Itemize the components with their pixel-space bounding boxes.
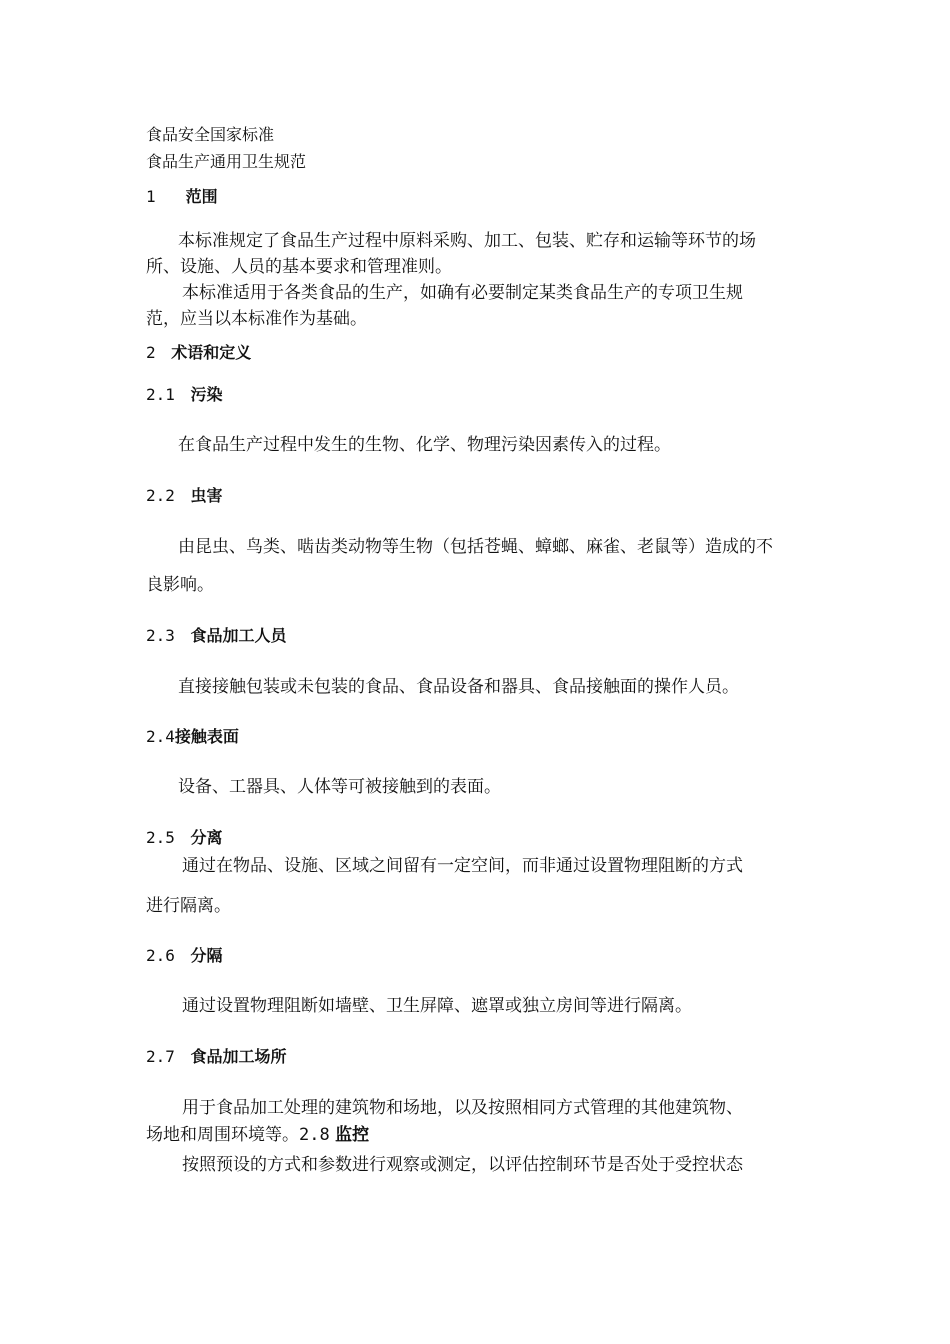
paragraph-line: 按照预设的方式和参数进行观察或测定，以评估控制环节是否处于受控状态 [182, 1155, 743, 1175]
section-2-5-heading [146, 830, 223, 846]
section-title: 污染 [190, 385, 223, 404]
paragraph-line: 设备、工器具、人体等可被接触到的表面。 [178, 777, 501, 797]
section-title: 食品加工场所 [190, 1047, 287, 1066]
section-2-8-number: 2.8 [299, 1125, 330, 1145]
section-number: 2.1 [146, 385, 175, 404]
section-number: 2.3 [146, 626, 175, 645]
section-title: 分隔 [190, 946, 223, 965]
standard-category: 食品安全国家标准 [146, 125, 275, 144]
section-2-heading [146, 345, 251, 361]
paragraph-line: 所、设施、人员的基本要求和管理准则。 [146, 257, 452, 277]
paragraph-line: 良影响。 [146, 575, 214, 595]
section-title: 接触表面 [174, 727, 239, 746]
section-2-1-heading [146, 387, 223, 403]
paragraph-line: 由昆虫、鸟类、啮齿类动物等生物（包括苍蝇、蟑螂、麻雀、老鼠等）造成的不 [178, 537, 773, 557]
paragraph-line: 本标准适用于各类食品的生产，如确有必要制定某类食品生产的专项卫生规 [182, 283, 743, 303]
section-2-7-heading [146, 1049, 287, 1065]
section-2-8-title: 监控 [335, 1125, 370, 1145]
paragraph-text: 场地和周围环境等。 [146, 1125, 299, 1145]
section-title: 范围 [185, 187, 218, 206]
paragraph-line-with-inline-heading [146, 1127, 369, 1144]
section-number: 2.5 [146, 828, 175, 847]
section-1-heading [146, 189, 218, 205]
paragraph-line: 用于食品加工处理的建筑物和场地，以及按照相同方式管理的其他建筑物、 [182, 1098, 743, 1118]
paragraph-line: 通过在物品、设施、区域之间留有一定空间，而非通过设置物理阻断的方式 [182, 856, 743, 876]
section-2-2-heading [146, 488, 223, 504]
section-number: 2.4 [146, 727, 175, 746]
standard-title: 食品生产通用卫生规范 [146, 152, 307, 171]
paragraph-line: 进行隔离。 [146, 896, 231, 916]
section-number: 2 [146, 343, 156, 362]
section-2-4-heading [146, 729, 239, 745]
section-number: 1 [146, 187, 156, 206]
section-title: 虫害 [190, 486, 223, 505]
section-title: 术语和定义 [171, 343, 252, 362]
section-number: 2.7 [146, 1047, 175, 1066]
section-title: 分离 [190, 828, 223, 847]
paragraph-line: 在食品生产过程中发生的生物、化学、物理污染因素传入的过程。 [178, 435, 671, 455]
paragraph-line: 直接接触包装或未包装的食品、食品设备和器具、食品接触面的操作人员。 [178, 677, 739, 697]
section-number: 2.2 [146, 486, 175, 505]
paragraph-line: 范，应当以本标准作为基础。 [146, 309, 367, 329]
paragraph-line: 本标准规定了食品生产过程中原料采购、加工、包装、贮存和运输等环节的场 [178, 231, 756, 251]
section-title: 食品加工人员 [190, 626, 287, 645]
section-number: 2.6 [146, 946, 175, 965]
section-2-6-heading [146, 948, 223, 964]
section-2-3-heading [146, 628, 287, 644]
paragraph-line: 通过设置物理阻断如墙壁、卫生屏障、遮罩或独立房间等进行隔离。 [182, 996, 692, 1016]
